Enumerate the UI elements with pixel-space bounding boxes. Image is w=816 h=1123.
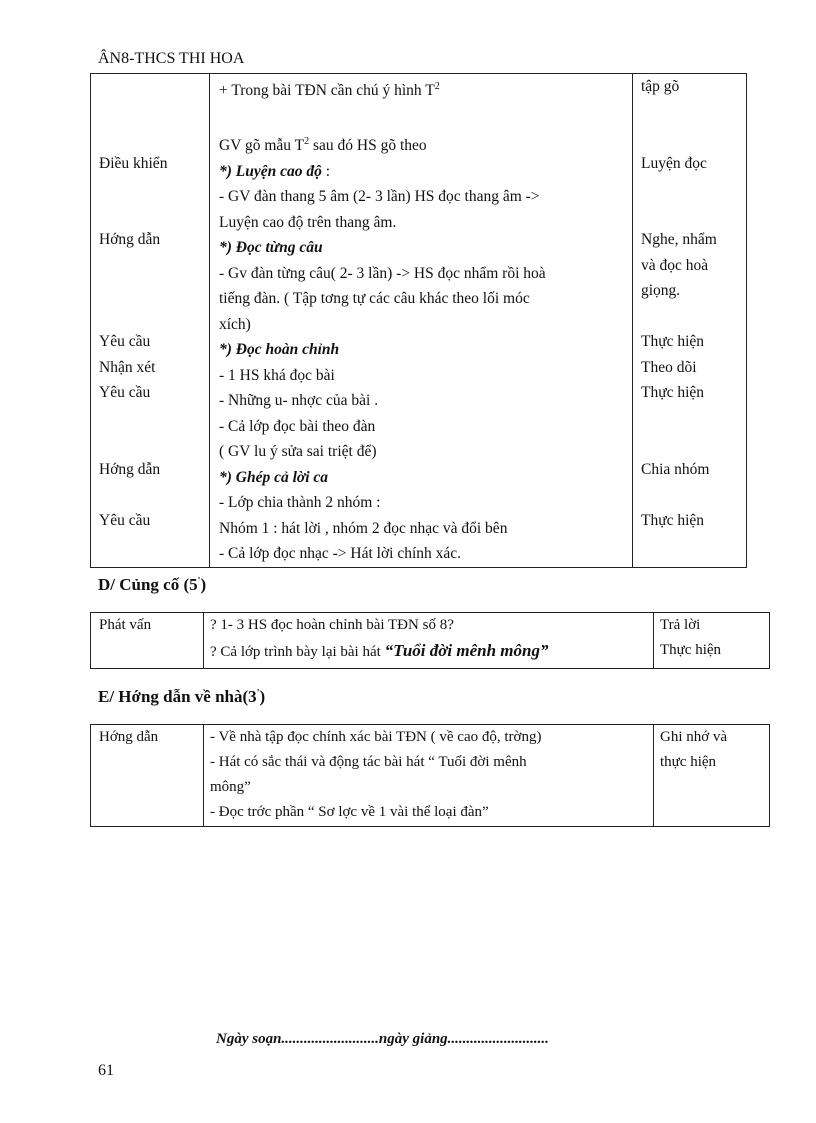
- teacher-activity-line: Hớng dẫn: [99, 231, 161, 248]
- content-line: + Trong bài TĐN cần chú ý hình $T^2$: [219, 81, 440, 99]
- section-d-heading: D/ Củng cố (5'): [98, 575, 207, 594]
- student-activity-line: Thực hiện: [641, 333, 705, 350]
- teacher-activity-line: Yêu cầu: [99, 384, 151, 401]
- homework-col-3: Ghi nhớ và thực hiện: [654, 725, 770, 827]
- content-line: *) Luyện cao độ :: [219, 162, 331, 180]
- teacher-activity-line: [99, 74, 209, 100]
- student-activity-line: [641, 482, 740, 508]
- student-activity-line: Luyện đọc: [641, 154, 707, 172]
- content-line: - Những u- nhợc của bài .: [219, 392, 379, 409]
- homework-col-1: Hớng dẫn: [91, 725, 204, 827]
- review-col-2: ? 1- 3 HS đọc hoàn chỉnh bài TĐN số 8? ? Cả lớp trình bày lại bài hát “Tuổi đời mênh mông”: [204, 613, 654, 669]
- content-line: Luyện cao độ trên thang âm.: [219, 213, 397, 231]
- content-line: Nhóm 1 : hát lời , nhóm 2 đọc nhạc và đổi bên: [219, 519, 508, 537]
- student-activity-line: Chia nhóm: [641, 460, 710, 478]
- content-line: ( GV lu ý sửa sai triệt để): [219, 443, 377, 460]
- song-title: “Tuổi đời mênh mông”: [384, 641, 549, 660]
- section-e-heading: E/ Hớng dẫn về nhà(3'): [98, 687, 266, 706]
- review-col-3: Trả lời Thực hiện: [654, 613, 770, 669]
- lesson-table: [90, 73, 747, 568]
- student-activity-line: Theo dõi: [641, 358, 697, 376]
- content-line: GV gõ mẫu $T^2$ sau đó HS gõ theo: [219, 136, 427, 154]
- teacher-activity-line: [99, 482, 209, 508]
- content-line: [219, 104, 628, 130]
- teacher-activity-line: Yêu cầu: [99, 511, 151, 529]
- teacher-activity-line: [99, 202, 209, 228]
- content-line: tiếng đàn. ( Tập tơng tự các câu khác theo lối móc: [219, 290, 530, 307]
- date-signature-line: Ngày soạn..........................ngày giảng...........................: [216, 1031, 549, 1047]
- teacher-activity-line: Yêu cầu: [99, 333, 151, 350]
- content-line: *) Đọc từng câu: [219, 239, 323, 256]
- review-table: [90, 612, 770, 669]
- teacher-activity-line: Nhận xét: [99, 358, 156, 376]
- student-activity-line: Thực hiện: [641, 384, 705, 401]
- student-activity-line: và đọc hoà: [641, 256, 709, 274]
- student-activity-line: Nghe, nhẩm: [641, 231, 717, 248]
- content-line: - Lớp chia thành 2 nhóm :: [219, 494, 381, 511]
- content-line: - 1 HS khá đọc bài: [219, 366, 335, 384]
- teacher-activity-line: [99, 176, 209, 202]
- student-activity-line: [641, 202, 740, 228]
- student-activity-line: [641, 304, 740, 330]
- student-activity-line: [641, 431, 740, 457]
- student-activity-line: Thực hiện: [641, 511, 705, 529]
- review-col-1: Phát vấn: [91, 613, 204, 669]
- content-column: [210, 74, 633, 568]
- teacher-activity-line: [99, 253, 209, 279]
- teacher-activity-line: [99, 431, 209, 457]
- content-line: - GV đàn thang 5 âm (2- 3 lần) HS đọc thang âm ->: [219, 188, 540, 205]
- page-header: ÂN8-THCS THI HOA: [98, 50, 245, 67]
- teacher-activity-column: [91, 74, 210, 568]
- teacher-activity-line: [99, 100, 209, 126]
- content-line: *) Ghép cả lời ca: [219, 468, 329, 486]
- teacher-activity-line: [99, 278, 209, 304]
- teacher-activity-line: [99, 533, 209, 559]
- student-activity-line: [641, 176, 740, 202]
- content-line: - Cả lớp đọc nhạc -> Hát lời chính xác.: [219, 545, 462, 562]
- teacher-activity-line: [99, 406, 209, 432]
- content-line: xích): [219, 315, 251, 333]
- student-activity-line: [641, 125, 740, 151]
- teacher-activity-line: [99, 304, 209, 330]
- content-line: - Cả lớp đọc bài theo đàn: [219, 417, 376, 435]
- page-number: 61: [98, 1062, 114, 1079]
- content-line: - Gv đàn từng câu( 2- 3 lần) -> HS đọc nhẩm rồi hoà: [219, 264, 546, 282]
- teacher-activity-line: Điều khiển: [99, 154, 168, 172]
- teacher-activity-line: [99, 125, 209, 151]
- content-line: *) Đọc hoàn chỉnh: [219, 341, 340, 358]
- student-activity-column: [633, 74, 747, 568]
- student-activity-line: tập gõ: [641, 78, 680, 95]
- student-activity-line: [641, 406, 740, 432]
- student-activity-line: [641, 100, 740, 126]
- student-activity-line: [641, 533, 740, 559]
- homework-col-2: - Về nhà tập đọc chính xác bài TĐN ( về cao độ, trờng) - Hát có sắc thái và động tác bài hát “ Tuổi đời mênh mông” - Đọc trớc phần “ Sơ lợc về 1 vài thể loại đàn”: [204, 725, 654, 827]
- teacher-activity-line: Hớng dẫn: [99, 460, 161, 478]
- homework-table: [90, 724, 770, 827]
- student-activity-line: giọng.: [641, 282, 681, 299]
